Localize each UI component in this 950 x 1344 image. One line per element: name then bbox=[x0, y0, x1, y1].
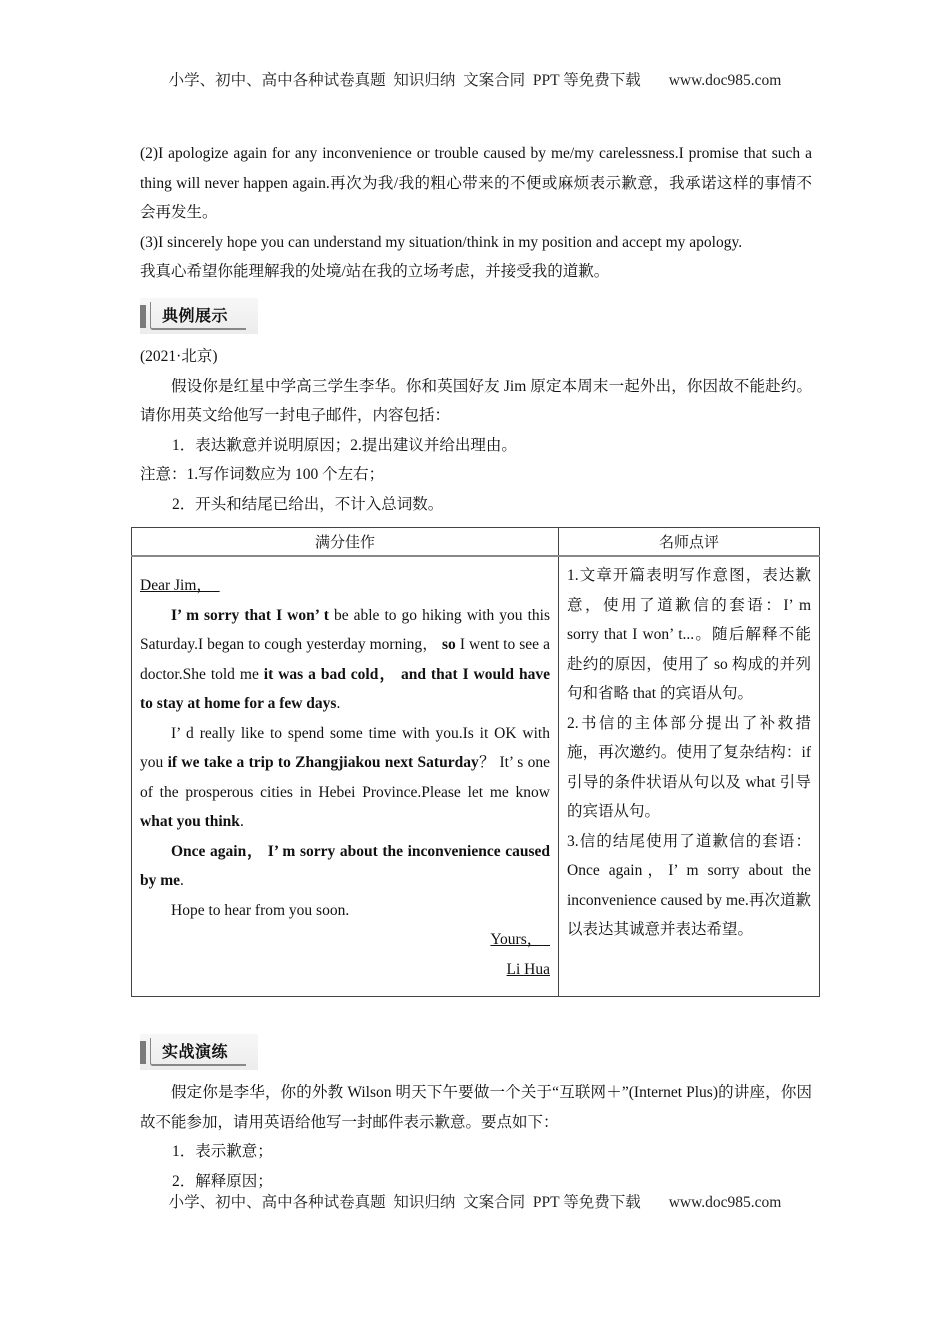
practice-prompt: 假定你是李华，你的外教 Wilson 明天下午要做一个关于“互联网＋”(Internet Plus)的讲座，你因故不能参加，请用英语给他写一封邮件表示歉意。要点如下： bbox=[140, 1084, 812, 1131]
letter-paragraph-4: Hope to hear from you soon. bbox=[171, 901, 350, 919]
intro-line-2-en: (2)I apologize again for any inconvenience or trouble caused by me/my carelessness.I promise that such a thing will never happen again. bbox=[140, 145, 812, 192]
section-heading-practice bbox=[140, 1034, 258, 1070]
example-section bbox=[140, 288, 812, 519]
bold-phrase: if we take a trip to Zhangjiakou next Saturday bbox=[167, 754, 479, 771]
teacher-comments bbox=[559, 556, 820, 997]
header-model-essay: 满分佳作 bbox=[132, 528, 559, 557]
bold-phrase: Once again， I’ m sorry about the inconvenience caused by me bbox=[140, 842, 550, 889]
watermark-text: 小学、初中、高中各种试卷真题 知识归纳 文案合同 PPT 等免费下载 bbox=[168, 1194, 641, 1211]
letter-paragraph-1 bbox=[140, 601, 550, 719]
letter-text: . bbox=[239, 813, 244, 830]
intro-line-3 bbox=[140, 228, 812, 287]
bold-phrase: what you think bbox=[140, 813, 240, 830]
greeting-text: Dear Jim， bbox=[140, 577, 212, 594]
header-teacher-comment: 名师点评 bbox=[559, 528, 820, 557]
comment-2: 2.书信的主体部分提出了补救措施，再次邀约。使用了复杂结构：if 引导的条件状语从句以及 what 引导的宾语从句。 bbox=[567, 714, 811, 820]
bold-phrase: it was a bad cold， and that I would have to stay at home for a few days bbox=[140, 665, 551, 712]
letter-closing bbox=[140, 925, 550, 955]
example-source: (2021·北京) bbox=[140, 348, 218, 365]
section-title: 典例展示 bbox=[162, 306, 229, 325]
closing-text: Yours， bbox=[490, 931, 543, 948]
intro-line-2 bbox=[140, 139, 812, 228]
letter-paragraph-3 bbox=[140, 837, 550, 896]
watermark-site: www.doc985.com bbox=[668, 1194, 782, 1211]
intro-block bbox=[140, 139, 812, 287]
model-letter bbox=[132, 556, 559, 997]
practice-point-2: 2．解释原因； bbox=[172, 1172, 273, 1190]
intro-line-3-en: (3)I sincerely hope you can understand my situation/think in my position and accept my apology. bbox=[140, 233, 743, 251]
section-heading-example bbox=[140, 298, 258, 334]
example-points: 1．表达歉意并说明原因；2.提出建议并给出理由。 bbox=[172, 436, 517, 454]
letter-text: I’ d really like to spend some time with you.Is it OK with you bbox=[140, 724, 550, 771]
intro-line-3-zh: 我真心希望你能理解我的处境/站在我的立场考虑，并接受我的道歉。 bbox=[140, 263, 610, 280]
badge-bar-icon bbox=[140, 305, 146, 328]
letter-signature bbox=[140, 955, 550, 985]
table-row bbox=[132, 556, 820, 997]
footer-watermark bbox=[0, 1190, 950, 1212]
letter-text: ？ It’ s one of the prosperous cities in Hebei Province.Please let me know bbox=[140, 754, 551, 801]
comment-3: 3.信的结尾使用了道歉信的套语：Once again，I’ m sorry about the inconvenience caused by me.再次道歉以表达其诚意并表达希望。 bbox=[567, 832, 811, 938]
section-title: 实战演练 bbox=[162, 1042, 229, 1061]
table-header-row bbox=[132, 528, 820, 557]
bold-phrase: I’ m sorry that I won’ t bbox=[171, 606, 329, 624]
letter-text: . bbox=[336, 695, 341, 712]
letter-text: . bbox=[180, 872, 184, 889]
letter-text: I went to see a doctor.She told me bbox=[140, 636, 550, 683]
badge-bar-icon bbox=[140, 1041, 146, 1064]
bold-phrase: so bbox=[437, 636, 456, 653]
example-note-1: 注意：1.写作词数应为 100 个左右； bbox=[140, 466, 385, 483]
signature-text: Li Hua bbox=[506, 960, 550, 978]
comment-1: 1.文章开篇表明写作意图，表达歉意，使用了道歉信的套语：I’ m sorry that I won’ t...。随后解释不能赴约的原因，使用了 so 构成的并列句和省略 that 的宾语从句。 bbox=[567, 567, 811, 702]
example-prompt: 假设你是红星中学高三学生李华。你和英国好友 Jim 原定本周末一起外出，你因故不能赴约。请你用英文给他写一封电子邮件，内容包括： bbox=[140, 377, 812, 424]
intro-line-2-zh: 再次为我/我的粗心带来的不便或麻烦表示歉意，我承诺这样的事情不会再发生。 bbox=[140, 174, 812, 221]
example-note-2: 2．开头和结尾已给出，不计入总词数。 bbox=[172, 495, 444, 513]
watermark-text: 小学、初中、高中各种试卷真题 知识归纳 文案合同 PPT 等免费下载 bbox=[168, 72, 641, 89]
letter-paragraph-2 bbox=[140, 719, 550, 837]
letter-greeting bbox=[140, 571, 550, 601]
letter-text: be able to go hiking with you this Saturday.I began to cough yesterday morning， bbox=[140, 606, 550, 653]
practice-section bbox=[140, 1024, 812, 1196]
header-watermark bbox=[0, 68, 950, 90]
watermark-site: www.doc985.com bbox=[668, 72, 782, 89]
practice-point-1: 1．表示歉意； bbox=[172, 1143, 273, 1160]
essay-table bbox=[131, 527, 820, 997]
